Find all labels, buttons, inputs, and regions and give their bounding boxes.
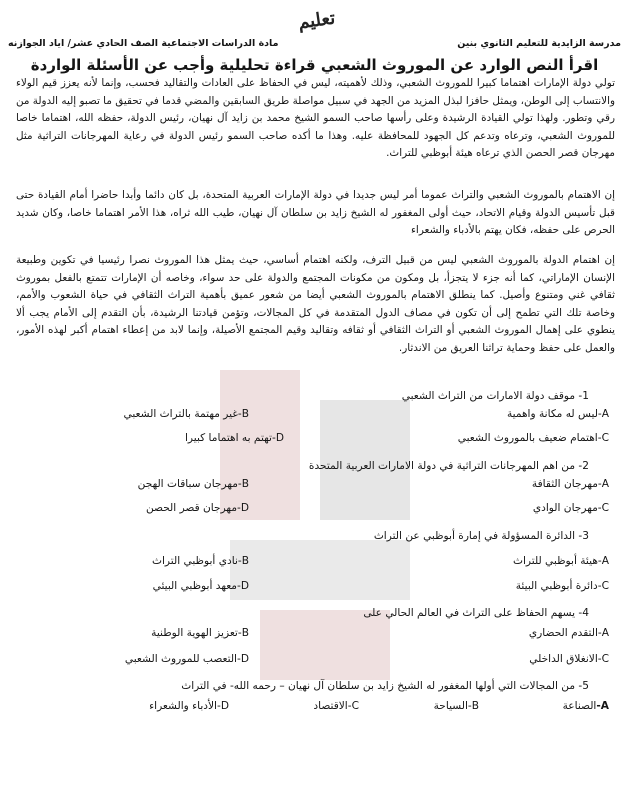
- question-number: 5-: [578, 680, 589, 692]
- paragraph-1: تولي دولة الإمارات اهتماما كبيرا للموروث الشعبي، وذلك لأهميته، ليس في الحفاظ على العادات والتقاليد فحسب، وإنما لأنه يعزز قيم الولاء والانتساب إلى الوطن، ويمثل حافزا لبذل المزيد من الجهد في سبيل مواصلة طريق السابقين والمضي قدما في تحقيق ما تصبو إليه الدولة من رقي وتطور. ولهذا تولي القيادة الرشيدة وعلى رأسها صاحب السمو الشيخ محمد بن زايد آل نهيان، رئيس الدولة، حفظه الله، اهتماما خاصا للموروث الشعبي، وترعاه وتدعم كل الجهود للمحافظة عليه. وهذا ما أكده صاحب السمو رئيس الدولة في رعاية المهرجانات التراثية مثل مهرجان قصر الحصن الذي ترعاه هيئة أبوظبي للتراث.: [16, 77, 615, 160]
- paragraph-2: إن الاهتمام بالموروث الشعبي والتراث عموما أمر ليس جديدا في دولة الإمارات العربية المتحدة، بل كان دائما وأبدا حاضرا أمام القيادة حتى قبل تأسيس الدولة وقيام الاتحاد، حيث أولى المغفور له الشيخ زايد بن سلطان آل نهيان، طيب الله ثراه، هذا الأمر اهتماما خاصا، وكان شديد الحرص على حفظه، فكان يهتم بالأدباء والشعراء: [16, 189, 615, 237]
- question-number: 4-: [578, 607, 589, 619]
- q1-option-a[interactable]: A-ليس له مكانة واهمية: [506, 408, 609, 420]
- q5-option-a[interactable]: A-الصناعة: [562, 700, 609, 712]
- page-title: اقرأ النص الوارد عن الموروث الشعبي قراءة تحليلية وأجب عن الأسئلة الواردة: [30, 56, 599, 74]
- stamp-text: تعليم: [296, 7, 337, 34]
- question-number: 3-: [578, 530, 589, 542]
- q5-option-d[interactable]: D-الأدباء والشعراء: [149, 700, 229, 712]
- q3-option-c[interactable]: C-دائرة أبوظبي البيئة: [515, 580, 609, 592]
- question-number: 1-: [578, 390, 589, 402]
- q3-option-a[interactable]: A-هيئة أبوظبي للتراث: [513, 555, 609, 567]
- q2-option-b[interactable]: B-مهرجان سباقات الهجن: [137, 478, 249, 490]
- stamp-logo: [297, 8, 337, 34]
- q5-option-c[interactable]: C-الاقتصاد: [313, 700, 359, 712]
- q4-option-d[interactable]: D-التعصب للموروث الشعبي: [124, 653, 249, 665]
- q4-option-b[interactable]: B-تعزيز الهوية الوطنية: [151, 627, 249, 639]
- q4-option-a[interactable]: A-التقدم الحضاري: [528, 627, 609, 639]
- school-name: مدرسة الزايدية للتعليم الثانوي بنين: [457, 38, 621, 49]
- header: [8, 38, 621, 54]
- question-1: [402, 390, 589, 402]
- question-text: من اهم المهرجانات التراثية في دولة الامارات العربية المتحدة: [308, 460, 576, 472]
- question-2: [309, 460, 589, 472]
- q2-option-a[interactable]: A-مهرجان الثقافة: [531, 478, 609, 490]
- q1-option-b[interactable]: B-غير مهتمة بالتراث الشعبي: [123, 408, 249, 420]
- question-text: الدائرة المسؤولة في إمارة أبوظبي عن التراث: [373, 530, 576, 542]
- question-text: من المجالات التي أولها المغفور له الشيخ زايد بن سلطان آل نهيان – رحمه الله- في التراث: [181, 680, 576, 692]
- question-number: 2-: [578, 460, 589, 472]
- q3-option-d[interactable]: D-معهد أبوظبي البيئي: [152, 580, 249, 592]
- paragraph-3: إن اهتمام الدولة بالموروث الشعبي ليس من قبيل الترف، ولكنه اهتمام أساسي، حيث يمثل هذا الموروث نصرا رئيسيا في تكوين وطبيعة الإنسان الإماراتي، كما أنه جزء لا يتجزأ، بل ومكون من مكونات المجتمع والدولة على حد سواء، وخاصه أن الإمارات تتمتع بالفعل بموروث ثقافي غني ومتنوع وأصيل. كما ينطلق الاهتمام بالموروث الشعبي أيضا من شعور عميق بأهمية التراث الثقافي في حياة الشعوب والأمم، وخاصة تلك التي تطمح إلى أن تكون في مصاف الدول المتقدمة في كل المجالات، وتؤمن قيادتنا الرشيدة، بأن التقدم إلى الأمام يجب ألا ينطوي على إهمال الموروث الشعبي أو التراث الثقافي أو ثقافه وتقاليد وقيم المجتمع الأصيلة، وإنما لابد من إعطاء اهتمام أكبر لهذه الأمور، والعمل على حفظ وحماية تراثنا العريق من الاندثار.: [16, 254, 615, 354]
- q2-option-d[interactable]: D-مهرجان قصر الحصن: [145, 502, 249, 514]
- q4-option-c[interactable]: C-الانغلاق الداخلي: [529, 653, 609, 665]
- q5-option-b[interactable]: B-السياحة: [433, 700, 479, 712]
- q1-option-c[interactable]: C-اهتمام ضعيف بالموروث الشعبي: [457, 432, 609, 444]
- question-text: موقف دولة الامارات من التراث الشعبي: [401, 390, 576, 402]
- subject-teacher: مادة الدراسات الاجتماعية الصف الحادي عشر/ اياد الجوازنه: [8, 38, 279, 49]
- question-5: [181, 680, 589, 692]
- q3-option-b[interactable]: B-نادي أبوظبي التراث: [152, 555, 249, 567]
- q2-option-c[interactable]: C-مهرجان الوادي: [532, 502, 609, 514]
- question-4: [363, 607, 589, 619]
- q1-option-d[interactable]: D-تهتم به اهتماما كبيرا: [184, 432, 284, 444]
- question-text: يسهم الحفاظ على التراث في العالم الحالي على: [363, 607, 576, 619]
- question-3: [374, 530, 589, 542]
